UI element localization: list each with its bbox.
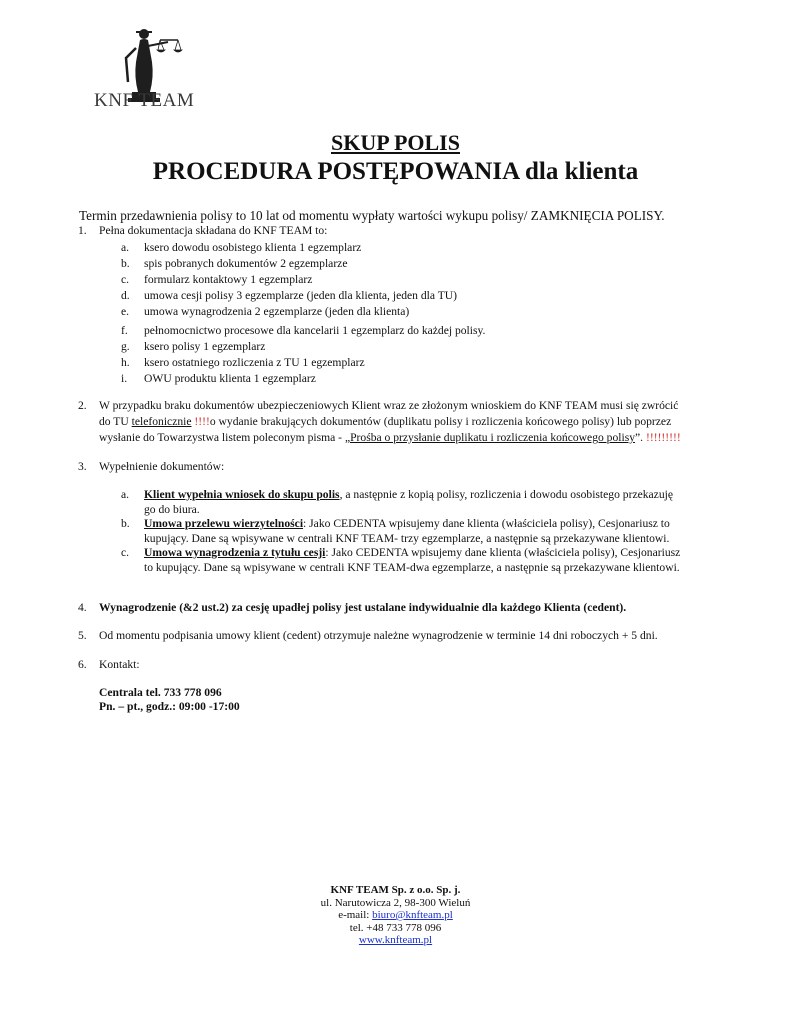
footer-email-line [0, 909, 791, 922]
list-letter: a. [121, 488, 130, 501]
list-item [144, 516, 670, 532]
list-item-continued: go do biura. [144, 503, 200, 516]
item-title: Umowa wynagrodzenia z tytułu cesji [144, 546, 326, 559]
list-letter: h. [121, 356, 130, 369]
list-item: pełnomocnictwo procesowe dla kancelarii 1 egzemplarz do każdej polisy. [144, 324, 486, 337]
list-letter: e. [121, 305, 130, 318]
intro-text: Termin przedawnienia polisy to 10 lat od momentu wypłaty wartości wykupu polisy/ ZAMKNIĘCIA POLISY. [79, 208, 665, 223]
text: : Jako CEDENTA wpisujemy dane klienta (właściciela polisy), Cesjonariusz to [303, 517, 670, 530]
list-item: formularz kontaktowy 1 egzemplarz [144, 273, 313, 286]
logo-text: KNF TEAM [94, 90, 195, 111]
footer [0, 884, 791, 947]
section5-text: Od momentu podpisania umowy klient (cedent) otrzymuje należne wynagrodzenie w terminie 14 dni roboczych + 5 dni. [99, 629, 658, 642]
text: o wydanie brakujących dokumentów (duplikatu polisy i rozliczenia końcowego polisy) lub poprzez [209, 415, 672, 428]
website-link[interactable]: www.knfteam.pl [358, 934, 433, 946]
item-title: Umowa przelewu wierzytelności [144, 517, 304, 530]
section-number: 1. [78, 224, 87, 237]
contact-heading: Kontakt: [99, 658, 140, 671]
section-number: 6. [78, 658, 87, 671]
section2-line2 [99, 414, 671, 430]
footer-phone: tel. +48 733 778 096 [349, 921, 442, 934]
list-item: OWU produktu klienta 1 egzemplarz [144, 372, 316, 385]
page-title: SKUP POLIS [331, 130, 460, 155]
list-letter: f. [121, 324, 128, 337]
contact-hours: Pn. – pt., godz.: 09:00 -17:00 [99, 700, 240, 713]
page-subtitle: PROCEDURA POSTĘPOWANIA dla klienta [152, 158, 639, 185]
section4-text: Wynagrodzenie (&2 ust.2) za cesję upadłej polisy jest ustalane indywidualnie dla każdego Klienta (cedent). [99, 601, 627, 614]
section-number: 3. [78, 460, 87, 473]
list-item-continued: to kupujący. Dane są wpisywane w centrali KNF TEAM-dwa egzemplarze, a następnie są przekazywane klientowi. [144, 561, 680, 574]
list-letter: c. [121, 546, 130, 559]
list-item [144, 487, 673, 503]
text: ”. [635, 431, 646, 444]
item-title: Klient wypełnia wniosek do skupu polis [144, 488, 340, 501]
footer-address: ul. Narutowicza 2, 98-300 Wieluń [320, 896, 471, 909]
letter-title: „Prośba o przysłanie duplikatu i rozliczenia końcowego polisy [344, 431, 636, 444]
text: , a następnie z kopią polisy, rozliczenia i dowodu osobistego przekazuję [339, 488, 673, 501]
phone-emphasis: telefonicznie [131, 415, 192, 428]
list-letter: c. [121, 273, 130, 286]
list-item: ksero ostatniego rozliczenia z TU 1 egzemplarz [144, 356, 365, 369]
list-letter: a. [121, 241, 130, 254]
section-number: 5. [78, 629, 87, 642]
list-item: spis pobranych dokumentów 2 egzemplarze [144, 257, 348, 270]
text: : Jako CEDENTA wpisujemy dane klienta (właściciela polisy), Cesjonariusz [325, 546, 681, 559]
section-number: 4. [78, 601, 87, 614]
list-letter: b. [121, 517, 130, 530]
list-item-continued: kupujący. Dane są wpisywane w centrali KNF TEAM- trzy egzemplarze, a następnie są przekazywane klientowi. [144, 532, 670, 545]
list-letter: d. [121, 289, 130, 302]
section1-heading: Pełna dokumentacja składana do KNF TEAM to: [99, 224, 328, 237]
text: wysłanie do Towarzystwa listem poleconym pisma - [99, 431, 345, 444]
list-letter: g. [121, 340, 130, 353]
exclamation-red: !!!! [191, 415, 210, 428]
list-item: ksero polisy 1 egzemplarz [144, 340, 266, 353]
footer-company: KNF TEAM Sp. z o.o. Sp. j. [330, 884, 461, 896]
list-item: umowa wynagrodzenia 2 egzemplarze (jeden dla klienta) [144, 305, 410, 318]
email-link[interactable]: biuro@knfteam.pl [372, 909, 453, 921]
text: do TU [99, 415, 132, 428]
list-letter: b. [121, 257, 130, 270]
section2-line1: W przypadku braku dokumentów ubezpieczeniowych Klient wraz ze złożonym wnioskiem do KNF TEAM musi się zwrócić [99, 399, 679, 412]
list-item: umowa cesji polisy 3 egzemplarze (jeden dla klienta, jeden dla TU) [144, 289, 458, 302]
list-item [144, 545, 680, 561]
email-label: e-mail: [338, 909, 373, 921]
exclamation-red: !!!!!!!!! [645, 431, 681, 444]
section2-line3 [99, 430, 681, 446]
list-item: ksero dowodu osobistego klienta 1 egzemplarz [144, 241, 362, 254]
section-number: 2. [78, 399, 87, 412]
section3-heading: Wypełnienie dokumentów: [99, 460, 225, 473]
list-letter: i. [121, 372, 128, 385]
contact-phone: Centrala tel. 733 778 096 [99, 686, 222, 699]
